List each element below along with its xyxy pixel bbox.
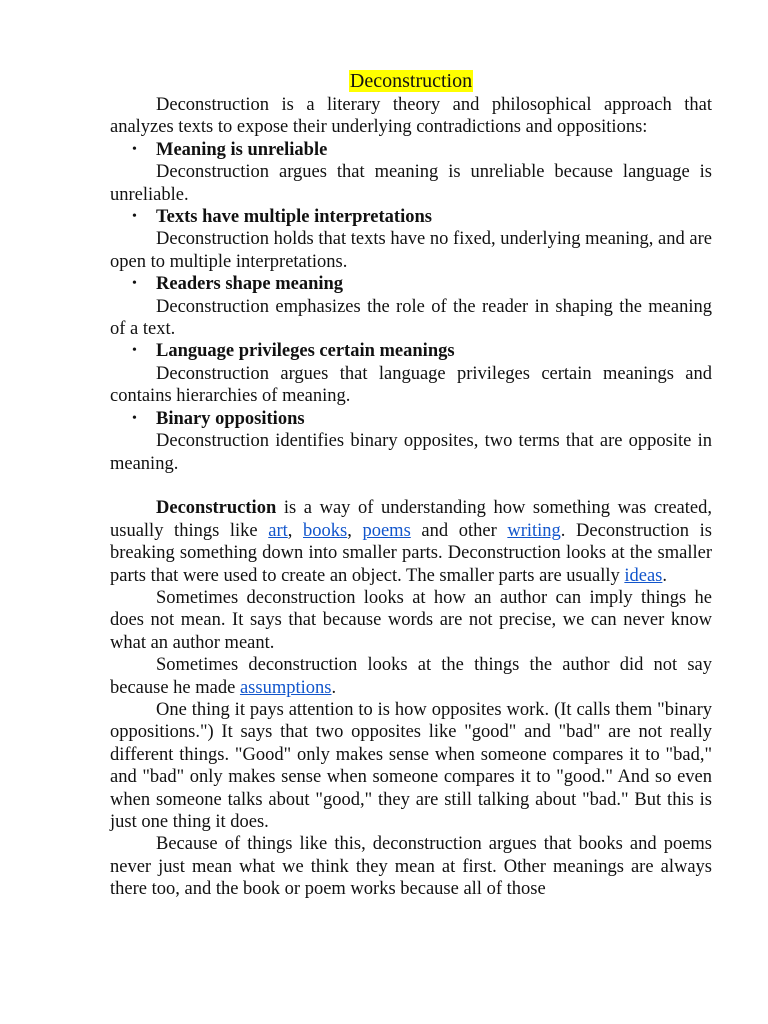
point-text: Deconstruction holds that texts have no fixed, underlying meaning, and are open to multiple interpretations. bbox=[110, 229, 712, 272]
text-run: , bbox=[287, 520, 304, 541]
text-run: Sometimes deconstruction looks at the things the author did not say because he made bbox=[110, 655, 712, 698]
paragraph-opposites: One thing it pays attention to is how opposites work. (It calls them "binary oppositions.") It says that two opposites like "good" and "bad" are not really different things. "Good" only makes sense when someone compares it to "bad," and "bad" only makes sense when someone compares it to "good." And so even when someone talks about "good," they are still talking about "bad." But this is just one thing it does. bbox=[110, 699, 712, 832]
point-heading bbox=[110, 206, 712, 228]
point-text: Deconstruction emphasizes the role of the reader in shaping the meaning of a text. bbox=[110, 296, 712, 340]
text-run: , bbox=[347, 520, 363, 541]
paragraph-definition bbox=[110, 497, 712, 587]
point-heading-text: Readers shape meaning bbox=[156, 274, 344, 295]
blank-line bbox=[110, 475, 712, 497]
point-heading-text: Meaning is unreliable bbox=[156, 139, 328, 160]
document-body bbox=[110, 68, 712, 901]
bullet-icon: • bbox=[132, 141, 137, 157]
bullet-icon: • bbox=[132, 343, 137, 359]
link-assumptions[interactable]: assumptions bbox=[239, 677, 332, 698]
point-1 bbox=[110, 139, 712, 206]
link-writing[interactable]: writing bbox=[507, 520, 561, 541]
point-heading-text: Binary oppositions bbox=[156, 408, 305, 429]
document-title bbox=[110, 68, 712, 94]
point-text: Deconstruction identifies binary opposites, two terms that are opposite in meaning. bbox=[110, 431, 712, 474]
point-text: Deconstruction argues that meaning is unreliable because language is unreliable. bbox=[110, 162, 712, 205]
point-3 bbox=[110, 273, 712, 340]
bold-term: Deconstruction bbox=[156, 498, 277, 519]
text-run: . bbox=[662, 565, 668, 586]
intro-paragraph: Deconstruction is a literary theory and philosophical approach that analyzes texts to expose their underlying contradictions and oppositions: bbox=[110, 95, 712, 138]
text-run: . Deconstruction is breaking something down into smaller parts. Deconstruction looks at the smaller parts that were used to create an object. The smaller parts are usually bbox=[110, 520, 713, 586]
point-5 bbox=[110, 408, 712, 475]
text-run: . bbox=[331, 677, 337, 698]
link-books[interactable]: books bbox=[303, 520, 348, 541]
bullet-icon: • bbox=[132, 410, 137, 426]
highlighted-title-text: Deconstruction bbox=[349, 70, 473, 92]
paragraph-assumptions bbox=[110, 654, 712, 699]
point-heading-text: Language privileges certain meanings bbox=[156, 341, 455, 362]
point-heading bbox=[110, 273, 712, 295]
bullet-icon: • bbox=[132, 209, 137, 225]
point-heading bbox=[110, 408, 712, 430]
point-heading bbox=[110, 139, 712, 161]
point-heading bbox=[110, 340, 712, 362]
bullet-icon: • bbox=[132, 276, 137, 292]
link-ideas[interactable]: ideas bbox=[624, 565, 663, 586]
text-run: and other bbox=[410, 520, 508, 541]
point-4 bbox=[110, 340, 712, 407]
link-poems[interactable]: poems bbox=[362, 520, 411, 541]
paragraph-meanings: Because of things like this, deconstruction argues that books and poems never just mean what we think they mean at first. Other meanings are always there too, and the book or poem works because all of those bbox=[110, 834, 712, 900]
text-run: is a way of understanding how something was created, usually things like bbox=[110, 498, 712, 541]
paragraph-imply: Sometimes deconstruction looks at how an author can imply things he does not mean. It says that because words are not precise, we can never know what an author meant. bbox=[110, 587, 712, 653]
link-art[interactable]: art bbox=[268, 520, 288, 541]
point-text: Deconstruction argues that language privileges certain meanings and contains hierarchies of meaning. bbox=[110, 363, 712, 407]
point-2 bbox=[110, 206, 712, 273]
point-heading-text: Texts have multiple interpretations bbox=[156, 207, 432, 228]
